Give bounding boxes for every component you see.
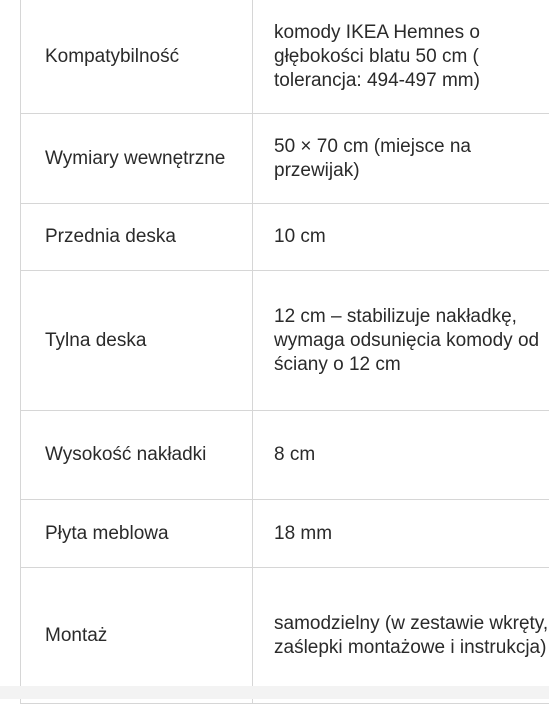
spec-key: Kompatybilność bbox=[21, 0, 253, 114]
spec-value: 18 mm bbox=[253, 500, 549, 568]
spec-value: samodzielny (w zestawie wkręty, zaślepki montażowe i instrukcja) bbox=[253, 568, 549, 704]
spec-value: 50 × 70 cm (miejsce na przewijak) bbox=[253, 114, 549, 204]
spec-key: Montaż bbox=[21, 568, 253, 704]
spec-key: Płyta meblowa bbox=[21, 500, 253, 568]
table-row bbox=[21, 204, 549, 271]
table-row bbox=[21, 568, 549, 704]
spec-key: Wysokość nakładki bbox=[21, 411, 253, 500]
spec-key: Przednia deska bbox=[21, 204, 253, 271]
spec-key: Tylna deska bbox=[21, 271, 253, 411]
spec-table bbox=[20, 0, 549, 704]
spec-value: 12 cm – stabilizuje nakładkę, wymaga odsunięcia komody od ściany o 12 cm bbox=[253, 271, 549, 411]
table-row bbox=[21, 411, 549, 500]
spec-key: Wymiary wewnętrzne bbox=[21, 114, 253, 204]
table-row bbox=[21, 0, 549, 114]
table-row bbox=[21, 271, 549, 411]
spec-value: komody IKEA Hemnes o głębokości blatu 50 cm ( tolerancja: 494-497 mm) bbox=[253, 0, 549, 114]
spec-value: 8 cm bbox=[253, 411, 549, 500]
spec-value: 10 cm bbox=[253, 204, 549, 271]
bottom-fill bbox=[0, 686, 549, 699]
table-row bbox=[21, 114, 549, 204]
table-row bbox=[21, 500, 549, 568]
